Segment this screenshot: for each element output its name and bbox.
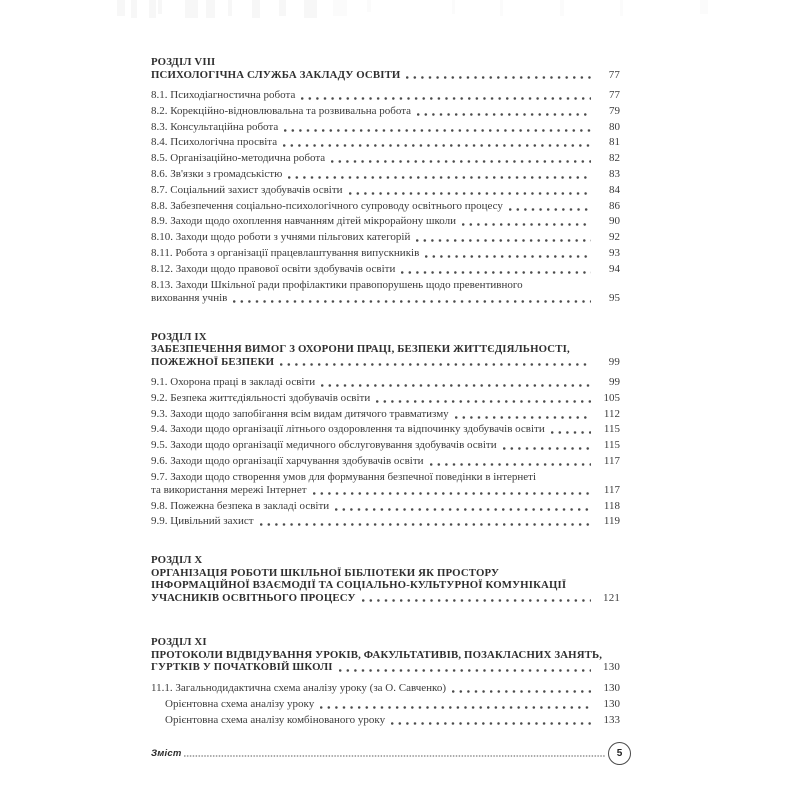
section-heading xyxy=(151,331,620,369)
page-number: 5 xyxy=(616,748,623,759)
toc-entry-row xyxy=(151,484,620,497)
page-number: 83 xyxy=(609,167,620,180)
scan-artifact xyxy=(252,0,260,18)
page-number: 99 xyxy=(609,376,620,389)
section-title-row xyxy=(151,661,620,674)
scan-artifact xyxy=(367,0,371,12)
scan-artifact xyxy=(131,0,137,18)
dot-leader xyxy=(321,384,591,387)
section-kicker: РОЗДІЛ X xyxy=(151,554,203,567)
toc-entry-row xyxy=(151,376,620,389)
scan-artifact xyxy=(117,0,125,16)
scan-artifact xyxy=(206,0,215,18)
toc-entry-row-text: 8.6. Зв'язки з громадськістю xyxy=(151,167,283,180)
toc-entry-row-text: 8.5. Організаційно-методична робота xyxy=(151,152,326,165)
footer-dotted-rule xyxy=(184,755,605,757)
toc-entry-row-text: 8.3. Консультаційна робота xyxy=(151,120,279,133)
section-items xyxy=(151,376,620,528)
toc-entry-row xyxy=(151,500,620,513)
toc-entry-row-text: виховання учнів xyxy=(151,291,228,304)
section-heading xyxy=(151,56,620,81)
dot-leader xyxy=(288,176,591,179)
toc-entry-row-text: 9.4. Заходи щодо організації літнього оздоровлення та відпочинку здобувачів освіти xyxy=(151,423,545,436)
toc-entry-row xyxy=(151,89,620,102)
page-number-badge xyxy=(608,742,631,765)
toc-entry xyxy=(151,105,620,118)
section-items xyxy=(151,89,620,305)
toc-entry-row xyxy=(151,292,620,305)
toc-entry xyxy=(151,471,620,497)
section-title-row xyxy=(151,69,620,82)
scan-artifact xyxy=(228,0,232,16)
toc-entry-row-text: 8.9. Заходи щодо охоплення навчанням дітей мікрорайону школи xyxy=(151,215,457,228)
dot-leader xyxy=(349,192,591,195)
toc xyxy=(151,56,620,727)
toc-entry xyxy=(151,168,620,181)
page-number: 130 xyxy=(603,697,620,710)
scan-artifact xyxy=(560,0,564,16)
toc-entry xyxy=(151,376,620,389)
toc-entry-row xyxy=(151,247,620,260)
section-kicker: РОЗДІЛ IX xyxy=(151,330,207,343)
dot-leader xyxy=(301,97,591,100)
scan-artifact xyxy=(279,0,286,16)
toc-entry-row xyxy=(151,136,620,149)
page-number: 115 xyxy=(603,423,620,436)
page-number: 117 xyxy=(603,483,620,496)
page-number: 133 xyxy=(603,713,620,726)
toc-section xyxy=(151,331,620,529)
page-number: 117 xyxy=(603,455,620,468)
toc-entry-row xyxy=(151,682,620,695)
toc-entry-row xyxy=(151,455,620,468)
toc-entry-row xyxy=(151,423,620,436)
section-items xyxy=(151,682,620,727)
dot-leader xyxy=(335,508,591,511)
page-number: 79 xyxy=(609,104,620,117)
page-number: 130 xyxy=(603,681,620,694)
toc-entry-row-text: 9.9. Цивільний захист xyxy=(151,515,254,528)
page-number: 105 xyxy=(603,391,620,404)
page-number: 94 xyxy=(609,262,620,275)
scan-artifact xyxy=(452,0,455,14)
dot-leader xyxy=(376,400,591,403)
toc-section xyxy=(151,554,620,604)
toc-entry xyxy=(151,392,620,405)
toc-entry xyxy=(151,515,620,528)
toc-entry xyxy=(151,682,620,695)
dot-leader xyxy=(406,76,591,79)
dot-leader xyxy=(233,300,591,303)
dot-leader xyxy=(452,690,591,693)
toc-entry-row xyxy=(151,231,620,244)
toc-entry xyxy=(151,714,620,727)
toc-entry-line: 9.7. Заходи щодо створення умов для формування безпечної поведінки в інтернеті xyxy=(151,470,537,483)
page-number: 92 xyxy=(609,231,620,244)
page-number: 130 xyxy=(603,661,620,674)
toc-entry-row-text: 8.2. Корекційно-відновлювальна та розвивальна робота xyxy=(151,104,412,117)
toc-entry-row-text: 9.8. Пожежна безпека в закладі освіти xyxy=(151,499,330,512)
toc-entry-row xyxy=(151,152,620,165)
toc-entry-row xyxy=(151,263,620,276)
page-number: 82 xyxy=(609,152,620,165)
page-number: 95 xyxy=(609,291,620,304)
section-heading xyxy=(151,636,620,674)
toc-entry-row-text: 9.6. Заходи щодо організації харчування здобувачів освіти xyxy=(151,455,424,468)
toc-entry-row xyxy=(151,168,620,181)
section-heading xyxy=(151,554,620,604)
dot-leader xyxy=(417,113,591,116)
section-title-line: ІНФОРМАЦІЙНОЇ ВЗАЄМОДІЇ ТА СОЦІАЛЬНО-КУЛЬТУРНОЇ КОМУНІКАЦІЇ xyxy=(151,579,567,592)
toc-entry-row xyxy=(151,184,620,197)
page-number: 77 xyxy=(609,89,620,101)
section-title-row xyxy=(151,592,620,605)
page-number: 121 xyxy=(603,591,620,604)
toc-entry xyxy=(151,263,620,276)
page-number: 118 xyxy=(603,499,620,512)
dot-leader xyxy=(391,722,591,725)
page-number: 112 xyxy=(603,407,620,420)
toc-entry-row-text: 8.11. Робота з організації працевлаштування випускників xyxy=(151,246,420,259)
page-number: 115 xyxy=(603,439,620,452)
toc-entry-row xyxy=(151,200,620,213)
toc-entry-row-text: 9.1. Охорона праці в закладі освіти xyxy=(151,376,316,389)
scan-artifact xyxy=(185,0,198,18)
page-number: 81 xyxy=(609,136,620,149)
scan-artifact xyxy=(700,0,708,14)
scan-artifact xyxy=(304,0,317,18)
toc-entry xyxy=(151,200,620,213)
page-number: 84 xyxy=(609,183,620,196)
toc-entry-row-text: Орієнтовна схема аналізу уроку xyxy=(165,697,315,710)
dot-leader xyxy=(551,431,591,434)
section-title-row-text: УЧАСНИКІВ ОСВІТНЬОГО ПРОЦЕСУ xyxy=(151,591,356,604)
section-title-line: ПРОТОКОЛИ ВІДВІДУВАННЯ УРОКІВ, ФАКУЛЬТАТИВІВ, ПОЗАКЛАСНИХ ЗАНЯТЬ, xyxy=(151,648,603,661)
section-title-line: ЗАБЕЗПЕЧЕННЯ ВИМОГ З ОХОРОНИ ПРАЦІ, БЕЗПЕКИ ЖИТТЄДІЯЛЬНОСТІ, xyxy=(151,343,570,356)
scan-artifact xyxy=(620,0,623,16)
toc-entry-row-text: та використання мережі Інтернет xyxy=(151,483,307,496)
toc-entry xyxy=(151,184,620,197)
dot-leader xyxy=(313,492,591,495)
page-number: 86 xyxy=(609,199,620,212)
toc-entry xyxy=(151,439,620,452)
dot-leader xyxy=(455,416,591,419)
toc-entry-row xyxy=(151,121,620,134)
toc-entry xyxy=(151,500,620,513)
toc-entry xyxy=(151,423,620,436)
toc-entry xyxy=(151,279,620,305)
section-title-row xyxy=(151,356,620,369)
section-kicker: РОЗДІЛ VIII xyxy=(151,56,216,68)
page-number: 80 xyxy=(609,120,620,133)
toc-entry-row xyxy=(165,698,620,711)
section-kicker: РОЗДІЛ XI xyxy=(151,636,207,649)
toc-entry-row xyxy=(165,714,620,727)
page-number: 93 xyxy=(609,246,620,259)
dot-leader xyxy=(320,706,591,709)
dot-leader xyxy=(280,363,591,366)
section-title-row-text: ПСИХОЛОГІЧНА СЛУЖБА ЗАКЛАДУ ОСВІТИ xyxy=(151,68,401,81)
dot-leader xyxy=(339,669,591,672)
page-number: 90 xyxy=(609,215,620,228)
dot-leader xyxy=(462,223,591,226)
toc-entry-row xyxy=(151,515,620,528)
toc-entry xyxy=(151,152,620,165)
toc-section xyxy=(151,636,620,726)
toc-entry-row xyxy=(151,439,620,452)
toc-entry-row-text: 8.7. Соціальний захист здобувачів освіти xyxy=(151,183,343,196)
toc-entry xyxy=(151,136,620,149)
scan-artifact xyxy=(500,0,503,16)
toc-entry-row-text: 8.8. Забезпечення соціально-психологічного супроводу освітнього процесу xyxy=(151,199,503,212)
dot-leader xyxy=(430,463,591,466)
dot-leader xyxy=(362,599,591,602)
dot-leader xyxy=(283,144,591,147)
toc-entry-row-text: 8.1. Психодіагностична робота xyxy=(151,89,296,101)
toc-entry-row xyxy=(151,215,620,228)
toc-section xyxy=(151,56,620,305)
toc-entry-row-text: 8.10. Заходи щодо роботи з учнями пільгових категорій xyxy=(151,231,411,244)
toc-entry-row-text: 8.4. Психологічна просвіта xyxy=(151,136,278,149)
toc-entry xyxy=(151,455,620,468)
dot-leader xyxy=(331,160,591,163)
toc-entry-row-text: 11.1. Загальнодидактична схема аналізу уроку (за О. Савченко) xyxy=(151,681,446,694)
section-title-row-text: ПОЖЕЖНОЇ БЕЗПЕКИ xyxy=(151,355,275,368)
toc-entry-row-text: Орієнтовна схема аналізу комбінованого уроку xyxy=(165,713,386,726)
page-number: 119 xyxy=(603,515,620,528)
scan-artifact xyxy=(158,0,162,14)
dot-leader xyxy=(284,129,591,132)
toc-entry xyxy=(151,121,620,134)
scan-artifact xyxy=(149,0,156,18)
toc-entry-row-text: 9.5. Заходи щодо організації медичного обслуговування здобувачів освіти xyxy=(151,439,497,452)
dot-leader xyxy=(260,523,591,526)
toc-entry-line: 8.13. Заходи Шкільної ради профілактики правопорушень щодо превентивного xyxy=(151,278,523,291)
toc-entry-row-text: 8.12. Заходи щодо правової освіти здобувачів освіти xyxy=(151,262,396,275)
toc-entry-row xyxy=(151,105,620,118)
toc-entry xyxy=(151,698,620,711)
footer-section-label: Зміст xyxy=(151,748,182,759)
dot-leader xyxy=(416,239,591,242)
dot-leader xyxy=(425,255,591,258)
toc-entry xyxy=(151,247,620,260)
dot-leader xyxy=(509,208,591,211)
toc-entry xyxy=(151,231,620,244)
page-number: 77 xyxy=(608,68,620,81)
toc-entry xyxy=(151,89,620,102)
page-number: 99 xyxy=(608,355,620,368)
toc-entry xyxy=(151,215,620,228)
scan-artifact xyxy=(333,0,347,16)
toc-entry xyxy=(151,408,620,421)
section-title-row-text: ГУРТКІВ У ПОЧАТКОВІЙ ШКОЛІ xyxy=(151,661,333,674)
section-title-line: ОРГАНІЗАЦІЯ РОБОТИ ШКІЛЬНОЇ БІБЛІОТЕКИ ЯК ПРОСТОРУ xyxy=(151,566,500,579)
footer xyxy=(151,742,631,765)
toc-entry-row-text: 9.3. Заходи щодо запобігання всім видам дитячого травматизму xyxy=(151,407,449,420)
toc-entry-row-text: 9.2. Безпека життєдіяльності здобувачів освіти xyxy=(151,391,371,404)
dot-leader xyxy=(503,447,591,450)
toc-entry-row xyxy=(151,392,620,405)
toc-entry-row xyxy=(151,408,620,421)
dot-leader xyxy=(401,271,591,274)
